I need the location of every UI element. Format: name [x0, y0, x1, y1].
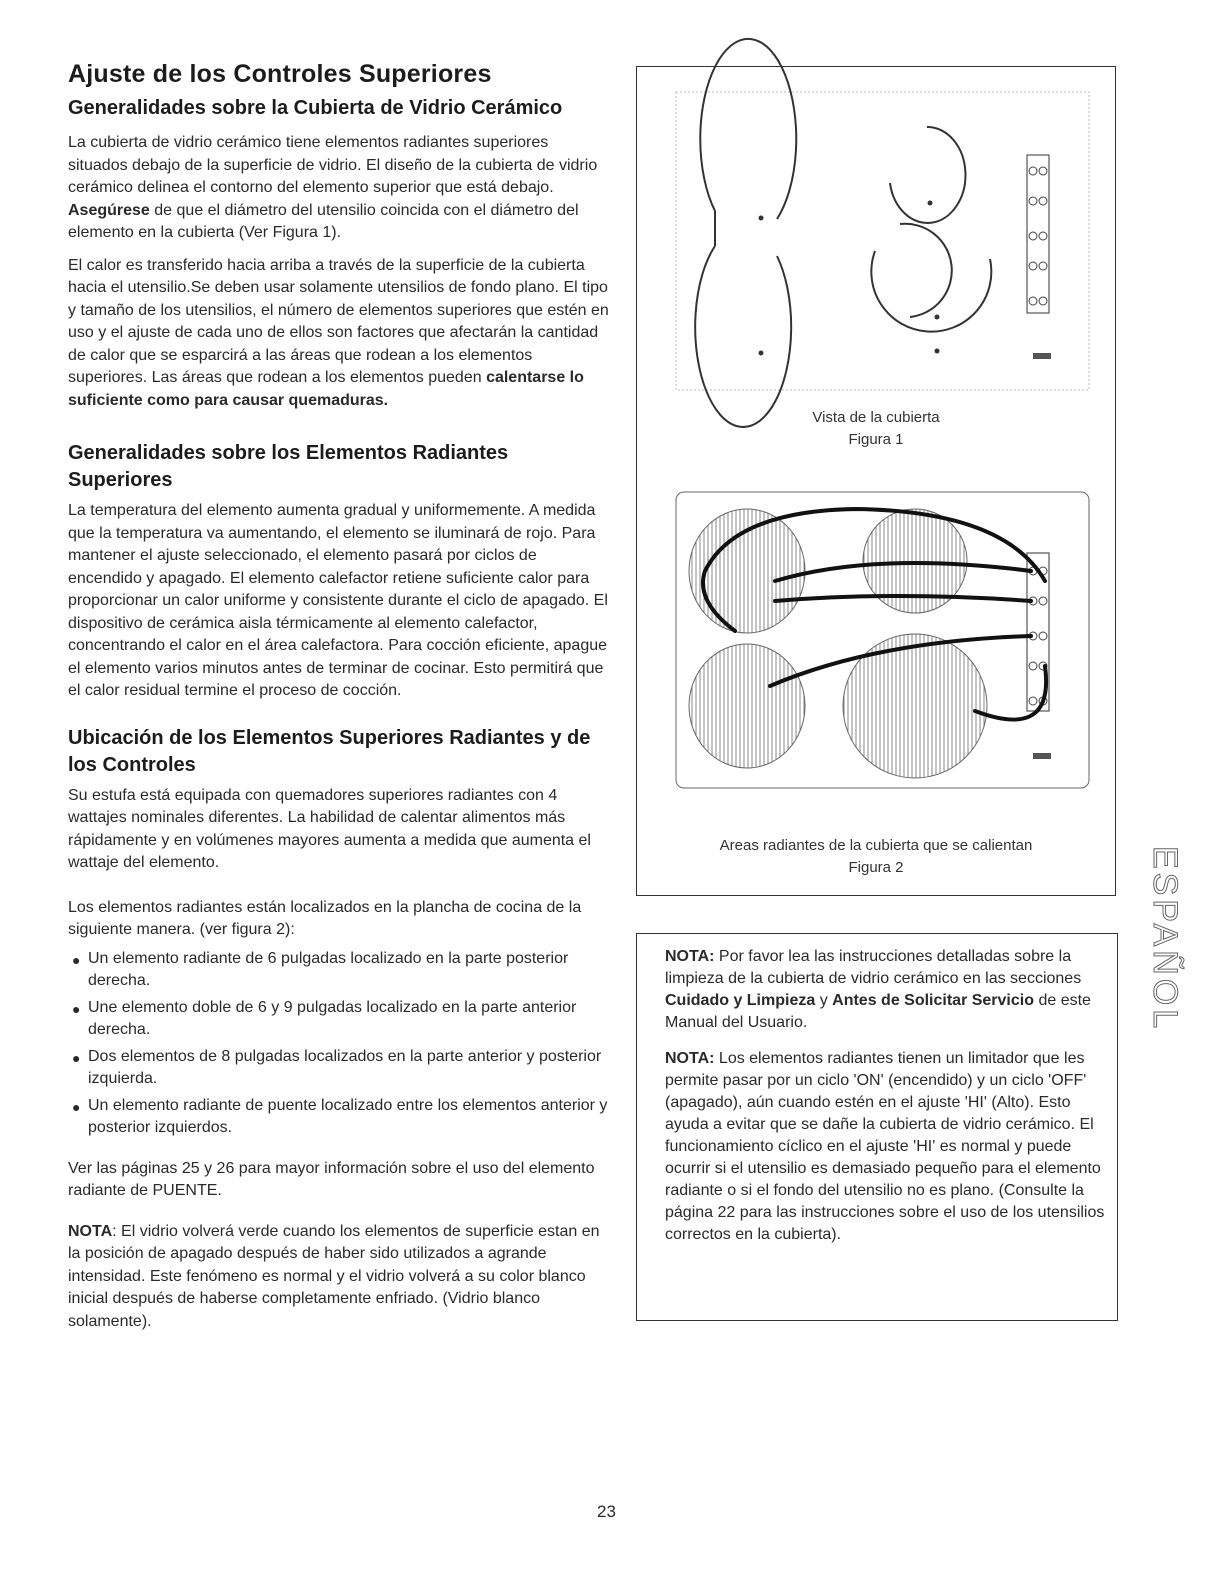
bullet-icon: ● [72, 951, 81, 968]
section-heading-element-location: Ubicación de los Elementos Superiores Radiantes y de los Controles [68, 726, 591, 776]
paragraph: Los elementos radiantes están localizados en la plancha de cocina de la siguiente manera. (ver figura 2): [68, 898, 582, 938]
caption-line: Figura 1 [848, 431, 904, 448]
list-item: ● Un elemento radiante de puente localizado entre los elementos anterior y posterior izquierdos. [72, 1096, 608, 1136]
paragraph: Ver las páginas 25 y 26 para mayor información sobre el uso del elemento radiante de PUENTE. [68, 1159, 595, 1199]
figure1-caption [637, 407, 1115, 451]
bullet-icon: ● [72, 1098, 81, 1115]
language-side-tab [1120, 840, 1184, 1070]
list-item: ● Une elemento doble de 6 y 9 pulgadas localizado en la parte anterior derecha. [72, 998, 577, 1038]
paragraph: Su estufa está equipada con quemadores superiores radiantes con 4 wattajes nominales diferentes. La habilidad de calentar alimentos más rápidamente y en volúmenes mayores aumenta a medida que aumenta el wattaje del elemento. [68, 786, 591, 871]
list-item: ● Un elemento radiante de 6 pulgadas localizado en la parte posterior derecha. [72, 949, 569, 989]
section-heading-radiant-elements: Generalidades sobre los Elementos Radiantes Superiores [68, 442, 509, 491]
bullet-icon: ● [72, 1049, 81, 1066]
paragraph: La temperatura del elemento aumenta gradual y uniformemente. A medida que la temperatura va aumentando, el elemento se iluminará de rojo. Para mantener el ajuste seleccionado, el elemento pasará por ciclos de encendido y apagado. El elemento calefactor retiene suficiente calor para proporcionar un calor uniforme y consistente durante el ciclo de apagado. El dispositivo de cerámica aisla térmicamente al elemento calefactor, concentrando el calor en el área calefactora. Para cocción eficiente, apague el elemento varios minutos antes de terminar de cocinar. Esto permitirá que el calor residual termine el proceso de cocción. [68, 502, 608, 699]
paragraph: La cubierta de vidrio cerámico tiene elementos radiantes superiores situados debajo de la superficie de vidrio. El diseño de la cubierta de vidrio cerámico delinea el contorno del elemento superior que está debajo. Asegúrese de que el diámetro del utensilio coincida con el diámetro del elemento en la cubierta (Ver Figura 1). [68, 134, 598, 241]
cooktop-heat-areas-diagram [675, 491, 1090, 791]
bullet-icon: ● [72, 1000, 81, 1017]
figure2-caption [637, 835, 1115, 879]
note-cycling: NOTA: Los elementos radiantes tienen un limitador que les permite pasar por un ciclo 'ON' (encendido) y un ciclo 'OFF' (apagado), aún cuando estén en el ajuste 'HI' (Alto). Esto ayuda a evitar que se dañe la cubierta de vidrio cerámico. El funcionamiento cíclico en el ajuste 'HI' es normal y puede ocurrir si el utensilio es demasiado pequeño para el elemento radiante o si el fondo del utensilio no es plano. (Consulte la página 22 para las instrucciones sobre el uso de los utensilios correctos en la cubierta). [665, 1050, 1105, 1243]
element-list [68, 948, 610, 1140]
page-number: 23 [597, 1502, 616, 1521]
cooktop-top-view-diagram [675, 91, 1090, 391]
page-title: Ajuste de los Controles Superiores [68, 60, 492, 88]
figures-box [636, 66, 1116, 896]
section-heading-glass-cooktop: Generalidades sobre la Cubierta de Vidrio Cerámico [68, 97, 563, 119]
note-cleaning: NOTA: Por favor lea las instrucciones detalladas sobre la limpieza de la cubierta de vidrio cerámico en las secciones Cuidado y Limpieza y Antes de Solicitar Servicio de este Manual del Usuario. [665, 948, 1091, 1031]
note-paragraph: NOTA: El vidrio volverá verde cuando los elementos de superficie estan en la posición de apagado después de haber sido utilizados a agrande intensidad. Este fenómeno es normal y el vidrio volverá a su color blanco inicial después de haberse completamente enfriado. (Vidrio blanco solamente). [68, 1222, 600, 1330]
caption-line: Areas radiantes de la cubierta que se calientan [719, 837, 1033, 854]
side-label-text: ESPAÑOL [1146, 846, 1184, 1033]
caption-line: Vista de la cubierta [812, 409, 940, 426]
notes-box [636, 933, 1118, 1321]
paragraph: El calor es transferido hacia arriba a través de la superficie de la cubierta hacia el utensilio.Se deben usar solamente utensilios de fondo plano. El tipo y tamaño de los utensilios, el número de elementos superiores que estén en uso y el ajuste de cada uno de ellos son factores que afectarán la cantidad de calor que se esparcirá a las áreas que rodean a los elementos superiores. Las áreas que rodean a los elementos pueden calentarse lo suficiente como para causar quemaduras. [68, 256, 609, 409]
caption-line: Figura 2 [848, 859, 904, 876]
list-item: ● Dos elementos de 8 pulgadas localizados en la parte anterior y posterior izquierda. [72, 1047, 602, 1087]
main-column [68, 60, 610, 1333]
